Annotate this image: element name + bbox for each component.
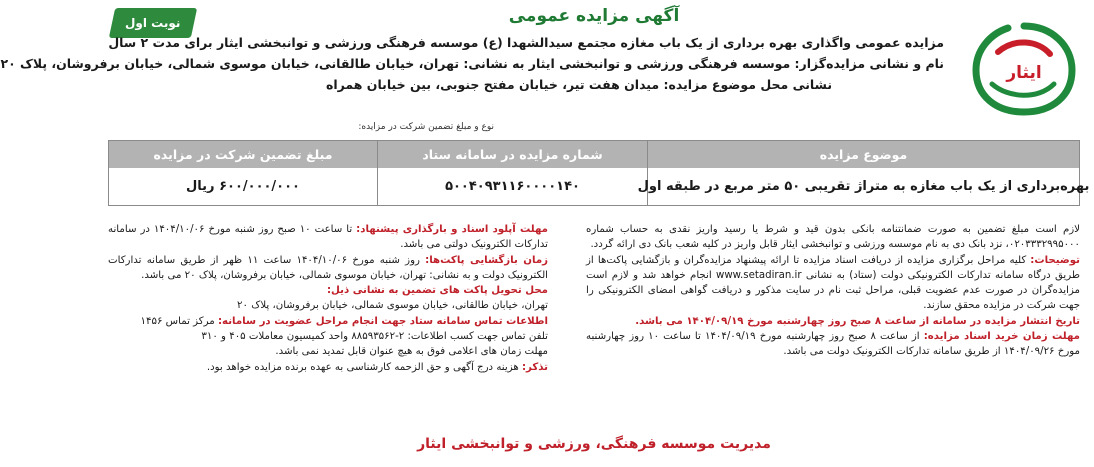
notes-paragraph [586, 253, 1080, 314]
deadline-label: مهلت زمان خرید اسناد مزایده: [923, 331, 1080, 343]
note-text: هزینه درج آگهی و حق الزحمه کارشناسی به عهده برنده مزایده خواهد بود. [206, 361, 519, 373]
cell-auction-number: ۵۰۰۴۰۹۳۱۱۶۰۰۰۰۱۴۰ [377, 168, 647, 205]
publish-date: تاریخ انتشار مزایده در سامانه از ساعت ۸ صبح روز چهارشنبه مورخ ۱۴۰۴/۰۹/۱۹ می باشد. [635, 315, 1080, 327]
header-line: نشانی محل موضوع مزایده: میدان هفت تیر، خیابان مفتح جنوبی، بین خیابان همراه [325, 77, 833, 92]
table-header [109, 141, 1079, 168]
open-paragraph [108, 253, 548, 284]
isar-logo-icon [968, 20, 1080, 116]
open-text: روز شنبه مورخ ۱۴۰۴/۱۰/۰۶ ساعت ۱۱ ظهر از طریق سامانه تدارکات الکترونیک دولت و به نشانی: تهران، خیابان موسوی شمالی، خیابان برفروشان، پلاک ۲۰ می باشد. [108, 254, 548, 281]
conditions-left-column [108, 222, 548, 375]
header-line: مزایده عمومی واگذاری بهره برداری از یک باب مغازه مجتمع سیدالشهدا (ع) موسسه فرهنگی ورزشی و توانبخشی ایثار برای مدت ۲ سال [108, 35, 944, 50]
conditions-right-column [586, 222, 1080, 360]
logo-text: ایثار [1006, 63, 1042, 83]
phone-text: تلفن تماس جهت کسب اطلاعات: ۲-۸۸۵۹۳۵۶۲ واحد کمیسیون معاملات ۴۰۵ و ۳۱۰ [201, 331, 548, 343]
notes-label: توضیحات: [1030, 254, 1080, 266]
notes-text: کلیه مراحل برگزاری مزایده از دریافت اسناد مزایده تا ارائه پیشنهاد مزایده‌گران و بازگشایی پاکت‌ها از طریق درگاه سامانه تدارکات الکترونیکی دولت (ستاد) به نشانی www.setadiran.ir انجام خواهد شد و لازم است مزایده‌گران در صورت عدم عضویت قبلی، مراحل ثبت نام در سایت مذکور و دریافت گواهی امضای الکترونیکی را جهت شرکت در مزایده محقق سازند. [586, 254, 1080, 312]
deadline-text: از ساعت ۸ صبح روز چهارشنبه مورخ ۱۴۰۴/۰۹/۱۹ تا ساعت ۱۰ روز چهارشنبه مورخ ۱۴۰۴/۰۹/۲۶ از طریق سامانه تدارکات الکترونیک دولت می باشد. [586, 331, 1080, 358]
deadline-paragraph [586, 329, 1080, 360]
header-line: نام و نشانی مزایده‌گزار: موسسه فرهنگی ورزشی و توانبخشی ایثار به نشانی: تهران، خیابان طالقانی، خیابان موسوی شمالی، خیابان برفروشان، پلاک ۲۰ [0, 56, 944, 71]
note-paragraph [108, 360, 548, 375]
upload-text: تا ساعت ۱۰ صبح روز شنبه مورخ ۱۴۰۴/۱۰/۰۶ در سامانه تدارکات الکترونیک دولتی می باشد. [108, 224, 548, 251]
contact-paragraph [108, 314, 548, 329]
cell-subject: بهره‌برداری از یک باب مغازه به متراژ تقریبی ۵۰ متر مربع در طبقه اول [647, 168, 1079, 205]
deposit-caption: نوع و مبلغ تضمین شرکت در مزایده: [358, 122, 494, 132]
contact-label: اطلاعات تماس سامانه ستاد جهت انجام مراحل عضویت در سامانه: [217, 315, 548, 327]
notice-title: آگهی مزایده عمومی [508, 6, 680, 26]
deposit-text: لازم است مبلغ تضمین به صورت ضمانتنامه بانکی بدون قید و شرط یا رسید واریز نقدی به حساب شماره ۰۲۰۳۳۳۲۹۹۵۰۰۰، نزد بانک دی به نام موسسه ورزشی و توانبخشی ایثار قابل واریز در کلیه شعب بانک دی ارائه گردد. [586, 224, 1080, 251]
open-label: زمان بازگشایی پاکت‌ها: [425, 254, 549, 266]
first-notice-badge: نوبت اول [109, 8, 197, 38]
table-row [109, 168, 1090, 205]
footer-signature: مدیریت موسسه فرهنگی، ورزشی و توانبخشی ایثار [417, 436, 771, 452]
extension-text: مهلت زمان های اعلامی فوق به هیچ عنوان قابل تمدید نمی باشد. [275, 346, 548, 358]
delivery-address: تهران، خیابان طالقانی، خیابان موسوی شمالی، خیابان برفروشان، پلاک ۲۰ [237, 300, 548, 312]
header-deposit: مبلغ تضمین شرکت در مزایده [153, 147, 333, 162]
cell-deposit: ۶۰۰/۰۰۰/۰۰۰ ریال [186, 179, 300, 194]
auction-table [108, 140, 1090, 206]
upload-label: مهلت آپلود اسناد و بارگذاری پیشنهاد: [356, 224, 548, 235]
header-lines [0, 32, 944, 95]
header-auction-number: شماره مزایده در سامانه ستاد [377, 141, 647, 168]
upload-paragraph [108, 222, 548, 253]
note-label: تذکر: [521, 361, 548, 373]
contact-text: مرکز تماس ۱۴۵۶ [140, 315, 215, 327]
delivery-label: محل تحویل پاکت های تضمین به نشانی ذیل: [326, 285, 548, 297]
header-subject: موضوع مزایده [647, 141, 1079, 168]
